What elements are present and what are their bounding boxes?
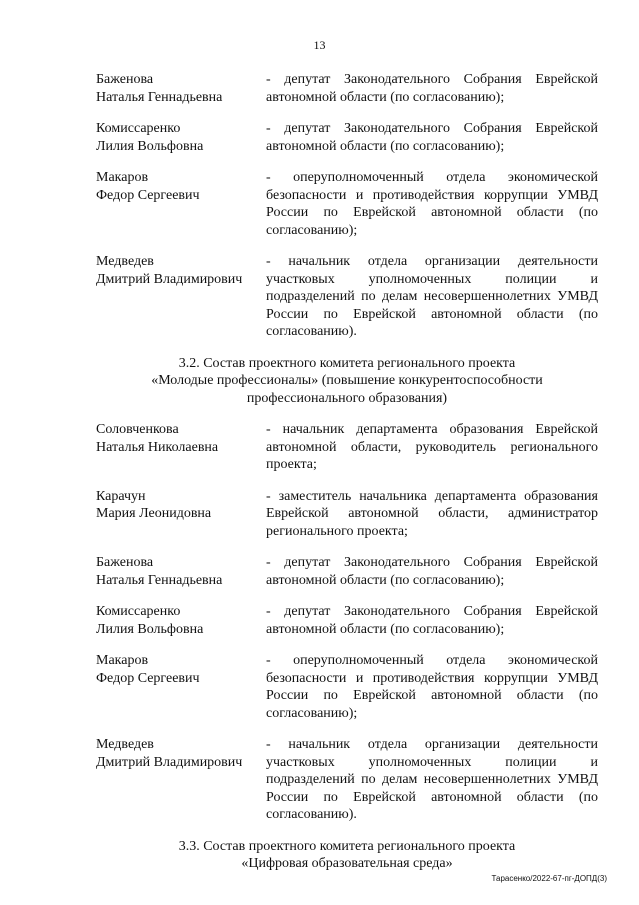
member-entry bbox=[96, 421, 598, 474]
member-given-names: Мария Леонидовна bbox=[96, 506, 212, 521]
section-heading-3-2 bbox=[96, 355, 598, 408]
member-given-names: Наталья Геннадьевна bbox=[96, 572, 223, 588]
member-name bbox=[96, 652, 262, 722]
member-role: - заместитель начальника департамента образования Еврейской автономной области, администратор регионального проекта; bbox=[266, 488, 598, 539]
section-heading-line: 3.3. Состав проектного комитета регионального проекта bbox=[178, 838, 516, 854]
member-role: - оперуполномоченный отдела экономической безопасности и противодействия коррупции УМВД России по Еврейской автономной области (по согласованию); bbox=[266, 653, 598, 721]
member-entry bbox=[96, 71, 598, 106]
section-heading-3-3 bbox=[96, 838, 598, 873]
member-role: - депутат Законодательного Собрания Еврейской автономной области (по согласованию); bbox=[266, 72, 598, 105]
member-role: - начальник отдела организации деятельности участковых уполномоченных полиции и подразделений по делам несовершеннолетних УМВД России по Еврейской автономной области (по согласованию). bbox=[266, 254, 598, 339]
member-given-names: Наталья Николаевна bbox=[96, 439, 219, 455]
member-entry bbox=[96, 652, 598, 722]
member-given-names: Наталья Геннадьевна bbox=[96, 89, 223, 105]
member-surname: Карачун bbox=[96, 488, 146, 504]
member-role: - начальник департамента образования Еврейской автономной области, руководитель регионального проекта; bbox=[266, 422, 598, 472]
member-given-names: Лилия Вольфовна bbox=[96, 621, 204, 637]
section-heading-line: «Молодые профессионалы» (повышение конкурентоспособности bbox=[151, 373, 543, 388]
member-name bbox=[96, 169, 262, 239]
document-body bbox=[96, 71, 598, 887]
member-name bbox=[96, 488, 262, 541]
document-reference-code: Тарасенко/2022-67-пг-ДОПД(3) bbox=[491, 874, 607, 883]
member-surname: Баженова bbox=[96, 555, 154, 570]
member-surname: Соловченкова bbox=[96, 422, 179, 437]
section-heading-line: «Цифровая образовательная среда» bbox=[241, 856, 453, 871]
member-surname: Баженова bbox=[96, 72, 154, 87]
member-surname: Макаров bbox=[96, 170, 149, 185]
member-name bbox=[96, 120, 262, 155]
member-surname: Медведев bbox=[96, 254, 154, 269]
member-role: - депутат Законодательного Собрания Еврейской автономной области (по согласованию); bbox=[266, 121, 598, 154]
member-given-names: Федор Сергеевич bbox=[96, 670, 200, 686]
member-surname: Макаров bbox=[96, 653, 149, 668]
member-role: - оперуполномоченный отдела экономической безопасности и противодействия коррупции УМВД России по Еврейской автономной области (по согласованию); bbox=[266, 170, 598, 238]
member-name bbox=[96, 71, 262, 106]
member-entry bbox=[96, 603, 598, 638]
member-surname: Медведев bbox=[96, 737, 154, 752]
committee-member-list bbox=[96, 71, 598, 341]
member-role: - депутат Законодательного Собрания Еврейской автономной области (по согласованию); bbox=[266, 555, 598, 588]
member-role: - депутат Законодательного Собрания Еврейской автономной области (по согласованию); bbox=[266, 604, 598, 637]
member-given-names: Федор Сергеевич bbox=[96, 187, 200, 203]
member-name bbox=[96, 421, 262, 474]
member-name bbox=[96, 253, 262, 341]
member-entry bbox=[96, 253, 598, 341]
committee-member-list bbox=[96, 421, 598, 824]
section-heading-line: профессионального образования) bbox=[246, 390, 448, 406]
member-name bbox=[96, 554, 262, 589]
page-number: 13 bbox=[313, 38, 326, 52]
member-given-names: Дмитрий Владимирович bbox=[96, 271, 243, 287]
member-given-names: Лилия Вольфовна bbox=[96, 138, 204, 154]
member-role: - начальник отдела организации деятельности участковых уполномоченных полиции и подразделений по делам несовершеннолетних УМВД России по Еврейской автономной области (по согласованию). bbox=[266, 737, 598, 822]
member-entry bbox=[96, 169, 598, 239]
member-entry bbox=[96, 736, 598, 824]
member-surname: Комиссаренко bbox=[96, 604, 181, 619]
member-entry bbox=[96, 488, 598, 541]
member-entry bbox=[96, 554, 598, 589]
member-name bbox=[96, 736, 262, 824]
section-heading-line: 3.2. Состав проектного комитета регионального проекта bbox=[178, 355, 516, 371]
member-name bbox=[96, 603, 262, 638]
member-surname: Комиссаренко bbox=[96, 121, 181, 136]
member-entry bbox=[96, 120, 598, 155]
member-given-names: Дмитрий Владимирович bbox=[96, 754, 243, 770]
